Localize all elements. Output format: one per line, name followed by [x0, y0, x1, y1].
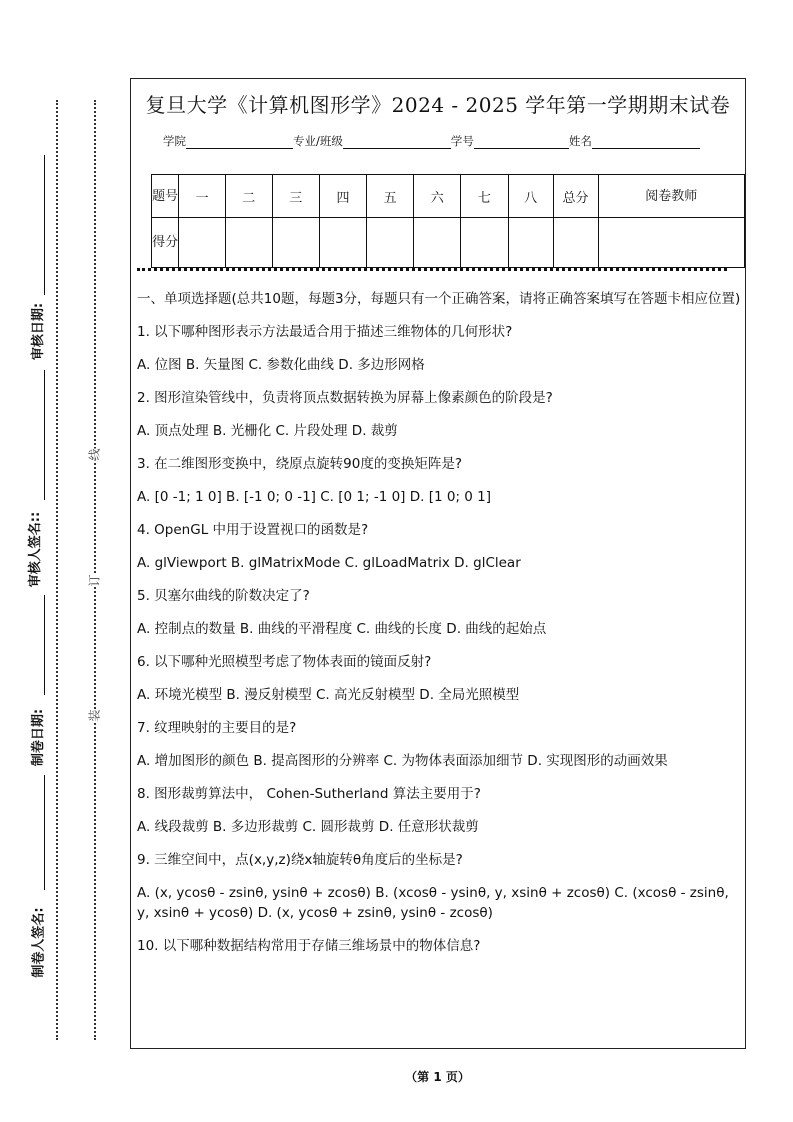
question-2-options: A. 顶点处理 B. 光栅化 C. 片段处理 D. 裁剪 — [137, 423, 398, 439]
question-6: 6. 以下哪种光照模型考虑了物体表面的镜面反射? — [137, 654, 432, 670]
score-cell[interactable] — [461, 218, 509, 268]
question-9-options: A. (x, ycosθ - zsinθ, ysinθ + zcosθ) B. (xcosθ - ysinθ, y, xsinθ + zcosθ) C. (xcosθ - zsinθ, y, xsinθ + ycosθ) D. (x, ycosθ + zsinθ, ysinθ - zcosθ) — [137, 885, 729, 921]
question-5-options: A. 控制点的数量 B. 曲线的平滑程度 C. 曲线的长度 D. 曲线的起始点 — [137, 621, 547, 637]
binding-char-staple: 订 — [87, 574, 102, 587]
field-label-id: 学号 — [450, 134, 474, 148]
col-2: 二 — [225, 175, 272, 218]
score-table-score-row — [152, 218, 745, 268]
score-table — [151, 174, 745, 268]
row-label-score: 得分 — [152, 218, 179, 268]
score-cell[interactable] — [366, 218, 414, 268]
question-1: 1. 以下哪种图形表示方法最适合用于描述三维物体的几何形状? — [137, 324, 513, 340]
college-field[interactable] — [186, 134, 293, 149]
reviewer-signature-label: 审核人签名:: — [28, 511, 44, 588]
question-5: 5. 贝塞尔曲线的阶数决定了? — [137, 588, 310, 604]
score-cell[interactable] — [414, 218, 461, 268]
review-date-label: 审核日期: — [31, 302, 47, 361]
dotted-divider — [137, 268, 727, 271]
col-grader: 阅卷教师 — [598, 175, 745, 218]
question-4-options: A. glViewport B. glMatrixMode C. glLoadMatrix D. glClear — [137, 555, 521, 571]
col-4: 四 — [320, 175, 367, 218]
question-4: 4. OpenGL 中用于设置视口的函数是? — [137, 522, 369, 538]
col-3: 三 — [272, 175, 320, 218]
binding-char-bind: 装 — [87, 709, 102, 722]
page-number: （第 1 页） — [405, 1070, 470, 1084]
signature-line — [44, 595, 45, 695]
question-1-options: A. 位图 B. 矢量图 C. 参数化曲线 D. 多边形网格 — [137, 357, 425, 373]
binding-dotted-line-inner — [94, 100, 96, 1040]
question-3: 3. 在二维图形变换中，绕原点旋转90度的变换矩阵是? — [137, 456, 463, 472]
section-heading: 一、单项选择题(总共10题，每题3分，每题只有一个正确答案，请将正确答案填写在答题卡相应位置) — [137, 291, 741, 307]
score-cell[interactable] — [553, 218, 598, 268]
question-9: 9. 三维空间中，点(x,y,z)绕x轴旋转θ角度后的坐标是? — [137, 852, 463, 868]
score-cell[interactable] — [179, 218, 226, 268]
signature-line — [44, 155, 45, 295]
col-1: 一 — [179, 175, 226, 218]
score-cell[interactable] — [225, 218, 272, 268]
field-label-major: 专业/班级 — [293, 134, 343, 148]
field-label-name: 姓名 — [568, 134, 592, 148]
major-class-field[interactable] — [343, 134, 451, 149]
col-5: 五 — [366, 175, 414, 218]
section-single-choice — [137, 289, 741, 969]
exam-page-frame — [130, 78, 746, 1049]
binding-dotted-line-outer — [56, 100, 58, 1040]
col-8: 八 — [508, 175, 553, 218]
score-table-header-row — [152, 175, 745, 218]
col-6: 六 — [414, 175, 461, 218]
question-6-options: A. 环境光模型 B. 漫反射模型 C. 高光反射模型 D. 全局光照模型 — [137, 687, 520, 703]
signature-line — [44, 775, 45, 890]
question-8-options: A. 线段裁剪 B. 多边形裁剪 C. 圆形裁剪 D. 任意形状裁剪 — [137, 819, 479, 835]
question-8: 8. 图形裁剪算法中， Cohen-Sutherland 算法主要用于? — [137, 786, 481, 802]
question-3-options: A. [0 -1; 1 0] B. [-1 0; 0 -1] C. [0 1; -1 0] D. [1 0; 0 1] — [137, 489, 492, 505]
score-cell[interactable] — [320, 218, 367, 268]
score-cell[interactable] — [598, 218, 745, 268]
question-2: 2. 图形渲染管线中，负责将顶点数据转换为屏幕上像素颜色的阶段是? — [137, 390, 553, 406]
col-total: 总分 — [553, 175, 598, 218]
question-10: 10. 以下哪种数据结构常用于存储三维场景中的物体信息? — [137, 938, 481, 954]
row-label-question-no: 题号 — [152, 175, 179, 218]
field-label-college: 学院 — [163, 134, 186, 148]
col-7: 七 — [461, 175, 509, 218]
question-7: 7. 纹理映射的主要目的是? — [137, 720, 297, 736]
name-field[interactable] — [592, 134, 700, 149]
score-cell[interactable] — [272, 218, 320, 268]
score-cell[interactable] — [508, 218, 553, 268]
student-id-field[interactable] — [474, 134, 569, 149]
binding-char-line: 线 — [87, 448, 102, 461]
paper-author-signature-label: 制卷人签名: — [31, 907, 47, 978]
exam-title: 复旦大学《计算机图形学》2024 - 2025 学年第一学期期末试卷 — [145, 93, 731, 117]
paper-date-label: 制卷日期: — [31, 708, 47, 767]
question-7-options: A. 增加图形的颜色 B. 提高图形的分辨率 C. 为物体表面添加细节 D. 实现图形的动画效果 — [137, 753, 668, 769]
signature-line — [44, 370, 45, 500]
student-info-row — [163, 133, 700, 149]
